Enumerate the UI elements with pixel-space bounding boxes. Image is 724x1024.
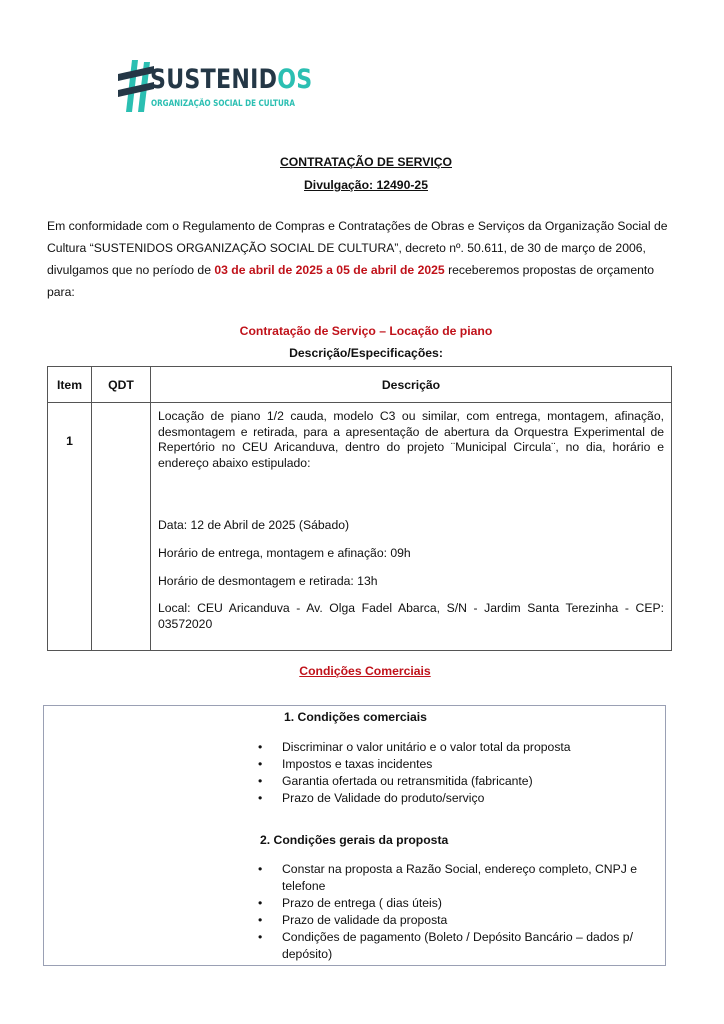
header-item: Item: [48, 367, 92, 403]
list-item: • Prazo de Validade do produto/serviço: [258, 790, 658, 807]
table-header-row: [48, 367, 672, 403]
section2-list: [258, 861, 638, 963]
section2-heading: 2. Condições gerais da proposta: [260, 833, 449, 847]
conditions-title: Condições Comerciais: [299, 664, 431, 678]
logo-wordmark: SUSTENIDOS: [150, 64, 313, 95]
intro-paragraph: [47, 215, 677, 303]
sustenidos-logo: [112, 60, 312, 116]
specs-label: Descrição/Especificações:: [289, 346, 443, 360]
service-table: [47, 366, 672, 651]
row-item: 1: [48, 403, 92, 651]
list-item: • Condições de pagamento (Boleto / Depósito Bancário – dados p/ depósito): [258, 929, 638, 963]
row-qdt: [92, 403, 151, 651]
divulgacao-number: Divulgação: 12490-25: [304, 178, 428, 192]
event-location: Local: CEU Aricanduva - Av. Olga Fadel Abarca, S/N - Jardim Santa Terezinha - CEP: 03572020: [158, 601, 664, 631]
delivery-time: Horário de entrega, montagem e afinação: 09h: [158, 545, 411, 560]
section1-list: [258, 739, 658, 807]
header-descricao: Descrição: [151, 367, 672, 403]
logo-subtitle: ORGANIZAÇÃO SOCIAL DE CULTURA: [151, 98, 295, 108]
list-item: • Constar na proposta a Razão Social, endereço completo, CNPJ e telefone: [258, 861, 638, 895]
row-description: [151, 403, 672, 651]
section1-heading: 1. Condições comerciais: [284, 710, 427, 724]
list-item: • Impostos e taxas incidentes: [258, 756, 658, 773]
header-qdt: QDT: [92, 367, 151, 403]
removal-time: Horário de desmontagem e retirada: 13h: [158, 573, 378, 588]
intro-line-2: Cultura “SUSTENIDOS ORGANIZAÇÃO SOCIAL DE CULTURA”, decreto nº. 50.611, de 30 de março de 2006,: [47, 241, 646, 255]
service-title: Contratação de Serviço – Locação de piano: [239, 324, 493, 338]
document-title: CONTRATAÇÃO DE SERVIÇO: [280, 155, 452, 169]
list-item: • Discriminar o valor unitário e o valor total da proposta: [258, 739, 658, 756]
intro-line-4: para:: [47, 285, 75, 299]
table-row: [48, 403, 672, 651]
list-item: • Prazo de validade da proposta: [258, 912, 638, 929]
event-date: Data: 12 de Abril de 2025 (Sábado): [158, 518, 350, 533]
intro-line-1: Em conformidade com o Regulamento de Compras e Contratações de Obras e Serviços da Organização Social de: [47, 219, 668, 233]
description-text: Locação de piano 1/2 cauda, modelo C3 ou similar, com entrega, montagem, afinação, desmontagem e retirada, para a apresentação de abertura da Orquestra Experimental de Repertório no CEU Aricanduva, dentro do projeto ¨Municipal Circula¨, no dia, horário e endereço abaixo estipulado:: [158, 409, 664, 470]
list-item: • Garantia ofertada ou retransmitida (fabricante): [258, 773, 658, 790]
list-item: • Prazo de entrega ( dias úteis): [258, 895, 638, 912]
intro-line-3: divulgamos que no período de 03 de abril de 2025 a 05 de abril de 2025 receberemos propostas de orçamento: [47, 263, 655, 277]
conditions-box: [43, 705, 666, 966]
proposal-period: 03 de abril de 2025 a 05 de abril de 2025: [214, 263, 445, 277]
